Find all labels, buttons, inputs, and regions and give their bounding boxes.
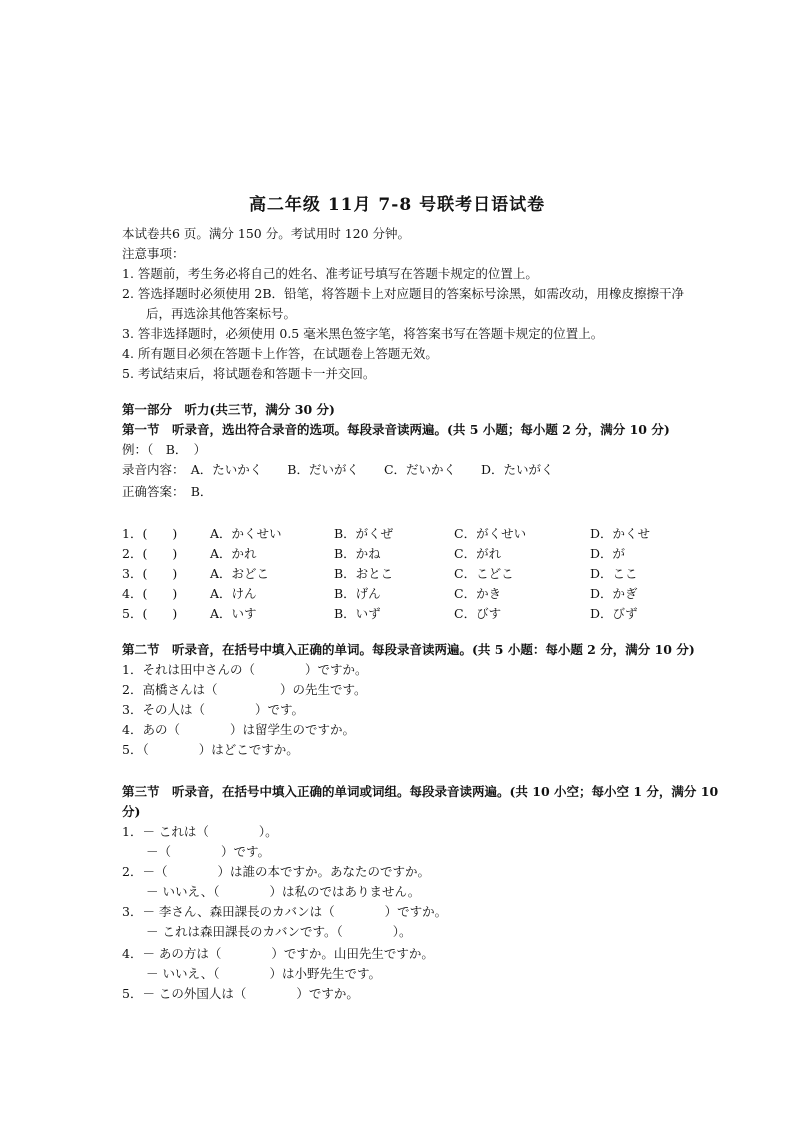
exam-info: 本试卷共6 页。满分 150 分。考试用时 120 分钟。 xyxy=(122,226,411,241)
question-row xyxy=(122,604,682,622)
fill-item: 5．（ ）はどこですか。 xyxy=(122,742,299,757)
option-a: A．いす xyxy=(210,606,257,621)
part1-heading: 第一部分 听力(共三节，满分 30 分) xyxy=(122,402,335,417)
notes-heading: 注意事项： xyxy=(122,246,185,261)
note-item: 2. 答选择题时必须使用 2B．铅笔，将答题卡上对应题目的答案标号涂黑，如需改动，用橡皮擦擦干净 xyxy=(122,286,685,301)
example-label: 例：（ B． ） xyxy=(122,442,207,457)
question-number: 1．( ) xyxy=(122,526,178,541)
option-d: D．かぎ xyxy=(590,586,638,601)
fill-item: － いいえ、（ ）は私のではありません。 xyxy=(146,884,421,899)
option-c: C．がくせい xyxy=(454,526,527,541)
option-b: B．かね xyxy=(334,546,381,561)
section3-heading: 第三节 听录音，在括号中填入正确的单词或词组。每段录音读两遍。(共 10 小空；每小空 1 分，满分 10 xyxy=(122,784,719,799)
question-row xyxy=(122,524,682,542)
option-c: C．こどこ xyxy=(454,566,514,581)
note-item: 5. 考试结束后，将试题卷和答题卡一并交回。 xyxy=(122,366,376,381)
option-d: D．びず xyxy=(590,606,638,621)
example-content: 录音内容： A．たいかく B．だいがく C．だいかく D．たいがく xyxy=(122,462,554,477)
fill-item: 5．－ この外国人は（ ）ですか。 xyxy=(122,986,359,1001)
option-d: D．かくせ xyxy=(590,526,651,541)
fill-item: 2．－（ ）は誰の本ですか。あなたのですか。 xyxy=(122,864,430,879)
question-row xyxy=(122,564,682,582)
page-title: 高二年级 11月 7-8 号联考日语试卷 xyxy=(248,195,546,215)
option-c: C．がれ xyxy=(454,546,502,561)
fill-item: － いいえ、（ ）は小野先生です。 xyxy=(146,966,381,981)
example-answer: 正确答案： B． xyxy=(122,484,213,499)
fill-item: 1．それは田中さんの（ ）ですか。 xyxy=(122,662,368,677)
option-a: A．かくせい xyxy=(210,526,282,541)
question-number: 5．( ) xyxy=(122,606,178,621)
question-number: 2．( ) xyxy=(122,546,178,561)
fill-item: 3．その人は（ ）です。 xyxy=(122,702,304,717)
fill-item: － これは森田課長のカバンです。（ ）。 xyxy=(146,924,412,939)
note-item: 4. 所有题目必须在答题卡上作答，在试题卷上答题无效。 xyxy=(122,346,438,361)
option-c: C．かき xyxy=(454,586,502,601)
option-c: C．びす xyxy=(454,606,502,621)
fill-item: －（ ）です。 xyxy=(146,844,271,859)
fill-item: 2．高橋さんは（ ）の先生です。 xyxy=(122,682,367,697)
option-b: B．がくぜ xyxy=(334,526,394,541)
section1-heading: 第一节 听录音，选出符合录音的选项。每段录音读两遍。(共 5 小题；每小题 2 分，满分 10 分) xyxy=(122,422,670,437)
option-a: A．かれ xyxy=(210,546,257,561)
fill-item: 4．－ あの方は（ ）ですか。山田先生ですか。 xyxy=(122,946,434,961)
option-b: B．げん xyxy=(334,586,381,601)
section3-heading-cont: 分) xyxy=(122,804,141,819)
option-d: D．ここ xyxy=(590,566,638,581)
question-number: 3．( ) xyxy=(122,566,178,581)
note-item: 后，再选涂其他答案标号。 xyxy=(146,306,297,321)
fill-item: 1．－ これは（ ）。 xyxy=(122,824,278,839)
option-a: A．おどこ xyxy=(210,566,270,581)
question-number: 4．( ) xyxy=(122,586,178,601)
note-item: 1. 答题前，考生务必将自己的姓名、准考证号填写在答题卡规定的位置上。 xyxy=(122,266,538,281)
option-a: A．けん xyxy=(210,586,257,601)
question-row xyxy=(122,584,682,602)
option-b: B．いず xyxy=(334,606,381,621)
option-d: D．が xyxy=(590,546,626,561)
question-row xyxy=(122,544,682,562)
fill-item: 3．－ 李さん、森田課長のカバンは（ ）ですか。 xyxy=(122,904,448,919)
section2-heading: 第二节 听录音，在括号中填入正确的单词。每段录音读两遍。(共 5 小题：每小题 2 分，满分 10 分) xyxy=(122,642,695,657)
option-b: B．おとこ xyxy=(334,566,394,581)
note-item: 3. 答非选择题时，必须使用 0.5 毫米黑色签字笔，将答案书写在答题卡规定的位置上。 xyxy=(122,326,604,341)
fill-item: 4．あの（ ）は留学生のですか。 xyxy=(122,722,355,737)
